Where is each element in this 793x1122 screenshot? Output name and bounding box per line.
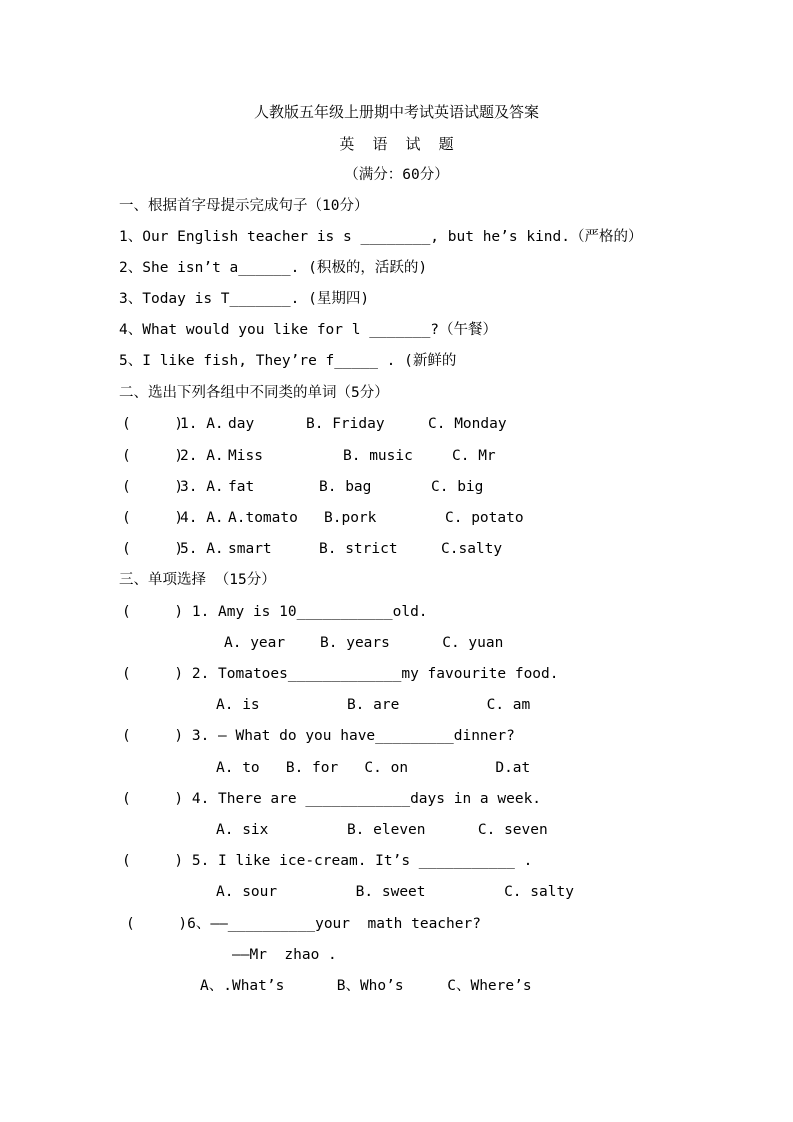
- section1-item-2: 2、She isn’t a______. (积极的，活跃的): [119, 260, 428, 276]
- answer-paren: ( ): [122, 448, 184, 464]
- question-number: 5. A.: [180, 541, 224, 557]
- section3-q1-stem: ( ) 1. Amy is 10___________old.: [122, 604, 428, 620]
- section2-heading: 二、选出下列各组中不同类的单词（5分）: [119, 385, 389, 401]
- option-a: A.tomato: [228, 510, 298, 526]
- option-b: B. strict: [319, 541, 398, 557]
- option-c: C. Monday: [428, 416, 507, 432]
- option-b: B.pork: [324, 510, 377, 526]
- option-a: fat: [228, 479, 255, 495]
- section1-item-4: 4、What would you like for l _______?（午餐）: [119, 322, 498, 338]
- section3-q5-options: A. sour B. sweet C. salty: [216, 884, 574, 900]
- option-a: Miss: [228, 448, 263, 464]
- question-number: 1. A.: [180, 416, 224, 432]
- section3-q6-answer: ——Mr zhao .: [232, 947, 337, 963]
- option-c: C. big: [431, 479, 484, 495]
- section3-q6-options: A、.What’s B、Who’s C、Where’s: [200, 978, 532, 994]
- question-number: 4. A.: [180, 510, 224, 526]
- full-score: （满分：60分）: [344, 167, 449, 183]
- section3-q4-stem: ( ) 4. There are ____________days in a week.: [122, 791, 542, 807]
- answer-paren: ( ): [122, 510, 184, 526]
- option-b: B. bag: [319, 479, 372, 495]
- answer-paren: ( ): [122, 541, 184, 557]
- section3-q6-stem: ( )6、——__________your math teacher?: [126, 916, 481, 932]
- answer-paren: ( ): [122, 479, 184, 495]
- section3-q1-options: A. year B. years C. yuan: [224, 635, 504, 651]
- document-subtitle: 英 语 试 题: [339, 135, 454, 153]
- section1-item-3: 3、Today is T_______. (星期四): [119, 291, 370, 307]
- option-c: C.salty: [441, 541, 503, 557]
- section3-q4-options: A. six B. eleven C. seven: [216, 822, 548, 838]
- question-number: 2. A.: [180, 448, 224, 464]
- section1-item-5: 5、I like fish, They’re f_____ . (新鲜的: [119, 353, 457, 369]
- section3-q3-options: A. to B. for C. on D.at: [216, 760, 531, 776]
- option-c: C. potato: [445, 510, 524, 526]
- option-b: B. Friday: [306, 416, 385, 432]
- option-b: B. music: [343, 448, 413, 464]
- document-title: 人教版五年级上册期中考试英语试题及答案: [253, 103, 539, 121]
- section3-q5-stem: ( ) 5. I like ice-cream. It’s ___________ .: [122, 853, 533, 869]
- question-number: 3. A.: [180, 479, 224, 495]
- option-a: day: [228, 416, 255, 432]
- section3-q2-stem: ( ) 2. Tomatoes_____________my favourite food.: [122, 666, 559, 682]
- section3-q2-options: A. is B. are C. am: [216, 697, 531, 713]
- option-a: smart: [228, 541, 272, 557]
- section3-heading: 三、单项选择 （15分）: [119, 572, 276, 588]
- section1-item-1: 1、Our English teacher is s ________, but he’s kind.（严格的）: [119, 229, 643, 245]
- answer-paren: ( ): [122, 416, 184, 432]
- section3-q3-stem: ( ) 3. — What do you have_________dinner?: [122, 728, 515, 744]
- option-c: C. Mr: [452, 448, 496, 464]
- section1-heading: 一、根据首字母提示完成句子（10分）: [119, 198, 369, 214]
